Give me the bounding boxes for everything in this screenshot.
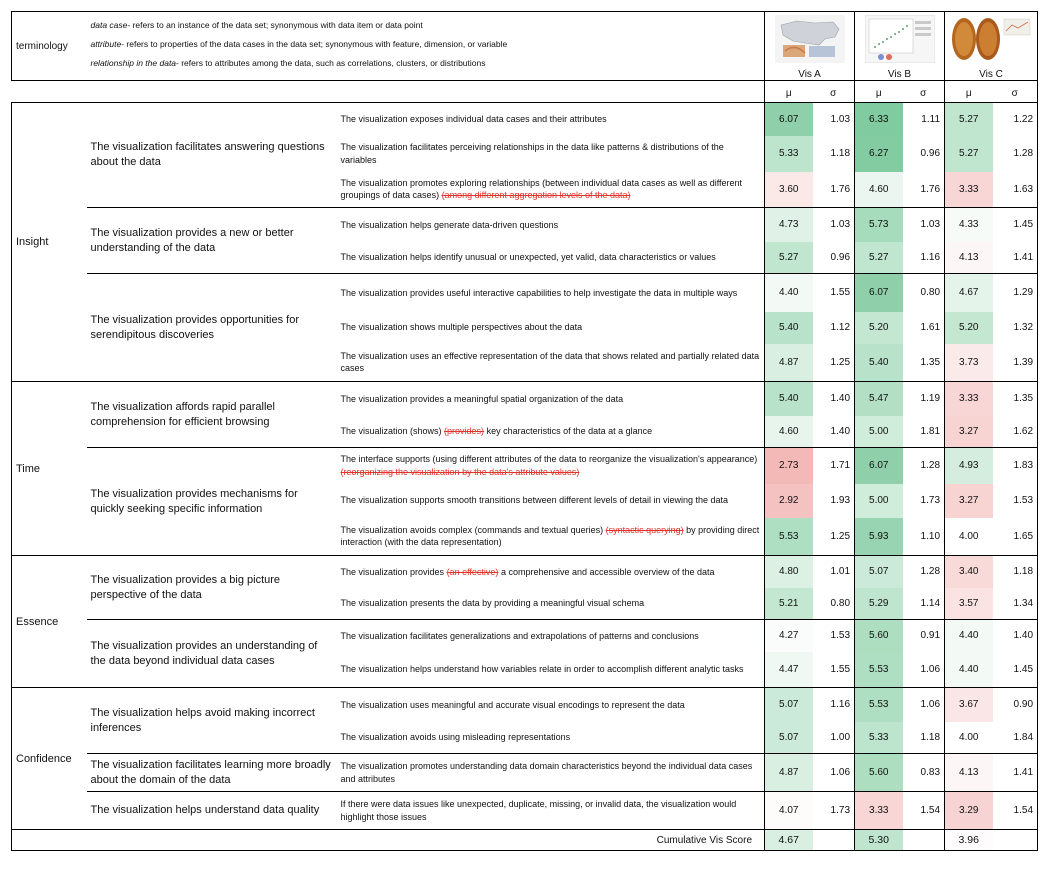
item-text-part: The visualization uses an effective representation of the data that shows related and partially related data cases <box>340 350 760 374</box>
vis-c-mean: 3.27 <box>945 416 993 448</box>
vis-c-name: Vis C <box>979 69 1003 80</box>
item-text <box>337 208 765 242</box>
definition-text: - refers to an instance of the data set; synonymous with data item or data point <box>127 20 423 30</box>
table-row <box>12 754 1038 792</box>
table-row <box>12 208 1038 242</box>
vis-a-mean: 5.27 <box>765 242 813 274</box>
vis-c-stdev: 1.63 <box>993 172 1038 208</box>
vis-c-cumulative-spacer <box>993 830 1038 851</box>
vis-a-stdev: 1.40 <box>813 416 855 448</box>
vis-b-cumulative-spacer <box>903 830 945 851</box>
item-text-part: The visualization promotes exploring relationships (between individual data cases as well as different groupings of data cases) <box>340 177 743 201</box>
vis-b-stdev: 1.06 <box>903 652 945 688</box>
item-text <box>337 136 765 172</box>
vis-c-mu-header: μ <box>945 81 993 103</box>
item-text-part: The visualization presents the data by providing a meaningful visual schema <box>340 598 645 608</box>
vis-a-stdev: 1.53 <box>830 630 851 642</box>
vis-c-mean: 4.13 <box>945 754 993 792</box>
item-text-part: The visualization (shows) <box>340 426 445 436</box>
vis-a-stdev: 1.06 <box>813 754 855 792</box>
criterion-label: The visualization provides a big picture perspective of the data <box>87 556 337 620</box>
definition-text: - refers to attributes among the data, such as correlations, clusters, or distributions <box>176 58 486 68</box>
table-row <box>12 274 1038 312</box>
terminology-row <box>12 12 1038 81</box>
criterion-label: The visualization affords rapid parallel comprehension for efficient browsing <box>87 382 337 448</box>
vis-b-stdev: 1.61 <box>920 322 941 333</box>
item-text <box>337 688 765 722</box>
vis-b-mean: 5.53 <box>855 688 903 722</box>
vis-c-mean: 4.40 <box>945 652 993 688</box>
item-text-part: The interface supports (using different attributes of the data to reorganize the visualization's appearance) <box>340 454 758 465</box>
vis-c-stdev: 1.45 <box>993 652 1038 688</box>
item-text <box>337 588 765 620</box>
category-label: Insight <box>12 103 87 382</box>
category-label: Time <box>12 382 87 556</box>
vis-b-stdev: 1.73 <box>920 495 941 506</box>
item-text-part: The visualization helps generate data-driven questions <box>340 219 559 230</box>
item-text-part: The visualization helps understand how variables relate in order to accomplish different analytic tasks <box>340 664 744 674</box>
vis-c-stdev: 1.41 <box>993 754 1038 792</box>
vis-a-mean: 4.73 <box>765 208 813 242</box>
table-row <box>12 382 1038 416</box>
vis-a-stdev: 0.80 <box>813 588 855 620</box>
vis-b-mean: 5.00 <box>855 484 903 518</box>
mu-sigma-spacer <box>12 81 765 103</box>
vis-a-mean: 6.07 <box>765 103 813 136</box>
vis-c-mean: 4.33 <box>945 208 993 242</box>
vis-c-mean: 3.73 <box>945 344 993 382</box>
vis-c-mean: 4.00 <box>945 722 993 754</box>
vis-c-thumbnail <box>945 12 1037 67</box>
vis-c-stdev: 1.28 <box>993 136 1038 172</box>
scatterplot-thumbnail-icon <box>865 15 935 63</box>
vis-a-mean: 2.92 <box>765 484 813 518</box>
vis-a-stdev: 1.03 <box>830 113 851 125</box>
item-text <box>337 416 765 448</box>
vis-a-stdev: 1.93 <box>830 495 851 506</box>
vis-b-mean: 6.33 <box>855 103 903 136</box>
strikethrough-text: (among different aggregation levels of the data) <box>441 190 631 201</box>
item-text <box>337 652 765 688</box>
vis-a-stdev: 1.03 <box>830 219 851 231</box>
item-text <box>337 620 765 652</box>
vis-b-mean: 6.07 <box>855 448 903 484</box>
vis-b-name: Vis B <box>887 69 912 80</box>
item-text-part: The visualization facilitates generalizations and extrapolations of patterns and conclusions <box>340 630 699 641</box>
item-text <box>337 518 765 556</box>
vis-a-mean: 4.47 <box>765 652 813 688</box>
item-text-part: If there were data issues like unexpected, duplicate, missing, or invalid data, the visualization would highlight those issues <box>340 799 737 822</box>
vis-b-mean: 5.47 <box>855 382 903 416</box>
item-text <box>337 172 765 208</box>
vis-c-stdev: 1.34 <box>993 588 1038 620</box>
item-text <box>337 556 765 588</box>
vis-b-stdev: 1.76 <box>903 172 945 208</box>
vis-c-mean: 3.29 <box>945 792 993 830</box>
item-text-part: The visualization avoids using misleading representations <box>340 732 571 742</box>
vis-a-mean: 4.27 <box>765 620 813 652</box>
vis-b-stdev: 0.80 <box>920 287 941 299</box>
vis-c-mean: 4.93 <box>945 448 993 484</box>
vis-b-mean: 5.00 <box>855 416 903 448</box>
vis-a-mean: 5.07 <box>765 688 813 722</box>
vis-c-stdev: 1.65 <box>993 518 1038 556</box>
vis-b-header <box>855 12 945 81</box>
vis-c-stdev: 1.45 <box>993 208 1038 242</box>
terminology-label: terminology <box>12 12 87 81</box>
vis-c-mean: 5.20 <box>945 312 993 344</box>
vis-b-stdev: 0.96 <box>920 148 941 159</box>
vis-b-stdev: 1.03 <box>920 219 941 231</box>
vis-b-stdev: 0.83 <box>903 754 945 792</box>
map-thumbnail-icon <box>775 15 845 63</box>
item-text-part: key characteristics of the data at a glance <box>484 426 653 436</box>
vis-a-cumulative-spacer <box>813 830 855 851</box>
strikethrough-text: (an effective) <box>446 566 499 577</box>
vis-c-stdev: 1.54 <box>993 792 1038 830</box>
table-row <box>12 792 1038 830</box>
vis-c-stdev: 1.62 <box>993 416 1038 448</box>
vis-b-mean: 5.27 <box>855 242 903 274</box>
vis-a-stdev: 1.01 <box>830 566 851 578</box>
vis-b-mu-header: μ <box>855 81 903 103</box>
vis-b-sigma-header: σ <box>903 81 945 103</box>
item-text-part: The visualization avoids complex (commands and textual queries) <box>340 524 606 535</box>
cumulative-score-row <box>12 830 1038 851</box>
vis-a-stdev: 1.25 <box>813 344 855 382</box>
item-text <box>337 344 765 382</box>
item-text <box>337 103 765 136</box>
vis-b-mean: 6.27 <box>855 136 903 172</box>
vis-b-stdev: 0.91 <box>920 630 941 642</box>
vis-b-stdev: 1.81 <box>903 416 945 448</box>
vis-a-name: Vis A <box>798 69 821 80</box>
criterion-label: The visualization facilitates answering questions about the data <box>87 103 337 208</box>
vis-b-stdev: 1.35 <box>903 344 945 382</box>
vis-a-mean: 4.87 <box>765 754 813 792</box>
vis-b-stdev: 1.19 <box>920 393 941 405</box>
evaluation-table <box>11 11 1038 851</box>
strikethrough-text: (syntactic querying) <box>605 524 684 535</box>
vis-b-mean: 5.40 <box>855 344 903 382</box>
category-label: Confidence <box>12 688 87 830</box>
criterion-label: The visualization provides a new or better understanding of the data <box>87 208 337 274</box>
item-text-part: The visualization facilitates perceiving relationships in the data like patterns & distributions of the variables <box>340 142 724 165</box>
item-text-part: The visualization promotes understanding data domain characteristics beyond the individual data cases and attributes <box>340 761 753 784</box>
vis-c-mean: 4.13 <box>945 242 993 274</box>
vis-a-stdev: 1.25 <box>813 518 855 556</box>
item-text <box>337 792 765 830</box>
vis-a-mean: 5.07 <box>765 722 813 754</box>
vis-c-mean: 4.00 <box>945 518 993 556</box>
definition-attribute <box>91 35 761 54</box>
vis-b-mean: 3.33 <box>855 792 903 830</box>
vis-b-mean: 6.07 <box>855 274 903 312</box>
criterion-label: The visualization provides opportunities for serendipitous discoveries <box>87 274 337 382</box>
item-text-part: The visualization uses meaningful and accurate visual encodings to represent the data <box>340 699 685 710</box>
vis-b-mean: 5.73 <box>855 208 903 242</box>
item-text-part: by providing direct interaction (with the data representation) <box>340 524 760 548</box>
vis-a-mean: 5.53 <box>765 518 813 556</box>
vis-b-stdev: 1.14 <box>903 588 945 620</box>
vis-a-sigma-header: σ <box>813 81 855 103</box>
vis-b-stdev: 1.18 <box>903 722 945 754</box>
vis-b-stdev: 1.11 <box>921 113 941 125</box>
vis-c-stdev: 1.29 <box>993 274 1038 312</box>
table-row <box>12 688 1038 722</box>
item-text <box>337 448 765 484</box>
vis-b-stdev: 1.06 <box>920 699 941 711</box>
criterion-label: The visualization provides an understanding of the data beyond individual data cases <box>87 620 337 688</box>
strikethrough-text: (provides) <box>444 426 485 436</box>
vis-c-stdev: 1.83 <box>993 448 1038 484</box>
item-text-part: The visualization provides <box>340 566 447 577</box>
vis-c-stdev: 1.41 <box>993 242 1038 274</box>
table-row <box>12 103 1038 136</box>
item-text-part: a comprehensive and accessible overview of the data <box>498 566 715 577</box>
vis-c-stdev: 1.39 <box>993 344 1038 382</box>
item-text <box>337 242 765 274</box>
item-text-part: The visualization shows multiple perspectives about the data <box>340 322 583 333</box>
vis-c-mean: 3.67 <box>945 688 993 722</box>
vis-a-stdev: 1.76 <box>813 172 855 208</box>
table-row <box>12 556 1038 588</box>
vis-b-mean: 5.93 <box>855 518 903 556</box>
vis-c-mean: 5.27 <box>945 136 993 172</box>
treemap-thumbnail-icon <box>950 15 1032 63</box>
category-label: Essence <box>12 556 87 688</box>
vis-a-cumulative-score: 4.67 <box>765 830 813 851</box>
vis-c-stdev: 0.90 <box>993 688 1038 722</box>
criterion-label: The visualization helps avoid making incorrect inferences <box>87 688 337 754</box>
vis-c-mean: 3.57 <box>945 588 993 620</box>
vis-c-stdev: 1.84 <box>993 722 1038 754</box>
vis-a-header <box>765 12 855 81</box>
vis-b-stdev: 1.28 <box>920 566 941 578</box>
vis-a-stdev: 1.71 <box>830 460 851 472</box>
vis-a-mu-header: μ <box>765 81 813 103</box>
vis-c-header <box>945 12 1038 81</box>
item-text <box>337 312 765 344</box>
vis-b-thumbnail <box>855 12 944 67</box>
vis-a-stdev: 1.40 <box>830 393 851 405</box>
vis-a-mean: 5.40 <box>765 312 813 344</box>
criterion-label: The visualization facilitates learning more broadly about the domain of the data <box>87 754 337 792</box>
vis-b-stdev: 1.54 <box>903 792 945 830</box>
vis-c-sigma-header: σ <box>993 81 1038 103</box>
vis-b-mean: 5.53 <box>855 652 903 688</box>
vis-c-stdev: 1.35 <box>993 382 1038 416</box>
vis-c-stdev: 1.40 <box>993 620 1038 652</box>
item-text <box>337 274 765 312</box>
vis-a-mean: 5.33 <box>765 136 813 172</box>
vis-b-mean: 5.60 <box>855 620 903 652</box>
vis-b-mean: 5.33 <box>855 722 903 754</box>
vis-a-mean: 5.40 <box>765 382 813 416</box>
vis-a-stdev: 0.96 <box>813 242 855 274</box>
vis-a-mean: 3.60 <box>765 172 813 208</box>
vis-b-mean: 5.29 <box>855 588 903 620</box>
vis-c-mean: 5.27 <box>945 103 993 136</box>
item-text <box>337 382 765 416</box>
vis-a-stdev: 1.55 <box>830 287 851 299</box>
vis-a-stdev: 1.18 <box>830 148 851 159</box>
item-text-part: The visualization supports smooth transitions between different levels of detail in viewing the data <box>340 495 729 506</box>
vis-b-mean: 5.60 <box>855 754 903 792</box>
vis-c-stdev: 1.32 <box>993 312 1038 344</box>
vis-a-mean: 4.40 <box>765 274 813 312</box>
mu-sigma-row <box>12 81 1038 103</box>
vis-c-mean: 4.67 <box>945 274 993 312</box>
strikethrough-text: (reorganizing the visualization by the data's attribute values) <box>340 466 580 477</box>
definition-relationship <box>91 54 761 73</box>
table-row <box>12 448 1038 484</box>
table-row <box>12 620 1038 652</box>
vis-a-mean: 4.80 <box>765 556 813 588</box>
vis-a-stdev: 1.00 <box>813 722 855 754</box>
vis-c-stdev: 1.53 <box>993 484 1038 518</box>
vis-b-mean: 4.60 <box>855 172 903 208</box>
vis-c-stdev: 1.22 <box>993 103 1038 136</box>
vis-a-mean: 4.07 <box>765 792 813 830</box>
definitions-block <box>87 12 765 81</box>
vis-a-stdev: 1.16 <box>830 699 851 711</box>
vis-b-stdev: 1.28 <box>920 460 941 472</box>
vis-b-mean: 5.20 <box>855 312 903 344</box>
vis-b-stdev: 1.16 <box>903 242 945 274</box>
item-text <box>337 754 765 792</box>
vis-c-cumulative-score: 3.96 <box>945 830 993 851</box>
vis-b-stdev: 1.10 <box>903 518 945 556</box>
vis-a-stdev: 1.12 <box>830 322 851 333</box>
vis-c-mean: 4.40 <box>945 620 993 652</box>
vis-c-mean: 3.27 <box>945 484 993 518</box>
item-text <box>337 484 765 518</box>
vis-a-mean: 2.73 <box>765 448 813 484</box>
cumulative-score-label: Cumulative Vis Score <box>12 830 765 851</box>
definition-term: data case <box>90 20 128 30</box>
vis-c-mean: 3.40 <box>945 556 993 588</box>
vis-a-mean: 4.87 <box>765 344 813 382</box>
vis-c-mean: 3.33 <box>945 172 993 208</box>
vis-a-mean: 4.60 <box>765 416 813 448</box>
definition-term: relationship in the data <box>90 58 177 68</box>
vis-a-mean: 5.21 <box>765 588 813 620</box>
criterion-label: The visualization helps understand data quality <box>87 792 337 830</box>
item-text-part: The visualization provides useful interactive capabilities to help investigate the data in multiple ways <box>340 287 738 298</box>
vis-c-stdev: 1.18 <box>993 556 1038 588</box>
vis-b-mean: 5.07 <box>855 556 903 588</box>
vis-a-stdev: 1.55 <box>813 652 855 688</box>
item-text <box>337 722 765 754</box>
criterion-label: The visualization provides mechanisms for quickly seeking specific information <box>87 448 337 556</box>
item-text-part: The visualization exposes individual data cases and their attributes <box>340 114 607 124</box>
vis-c-mean: 3.33 <box>945 382 993 416</box>
vis-a-thumbnail <box>765 12 854 67</box>
definition-term: attribute <box>90 39 122 49</box>
vis-a-stdev: 1.73 <box>813 792 855 830</box>
item-text-part: The visualization helps identify unusual or unexpected, yet valid, data characteristics or values <box>340 252 716 262</box>
definition-data-case <box>91 16 761 35</box>
vis-b-cumulative-score: 5.30 <box>855 830 903 851</box>
definition-text: - refers to properties of the data cases in the data set; synonymous with feature, dimension, or variable <box>121 39 508 49</box>
item-text-part: The visualization provides a meaningful spatial organization of the data <box>340 393 624 404</box>
